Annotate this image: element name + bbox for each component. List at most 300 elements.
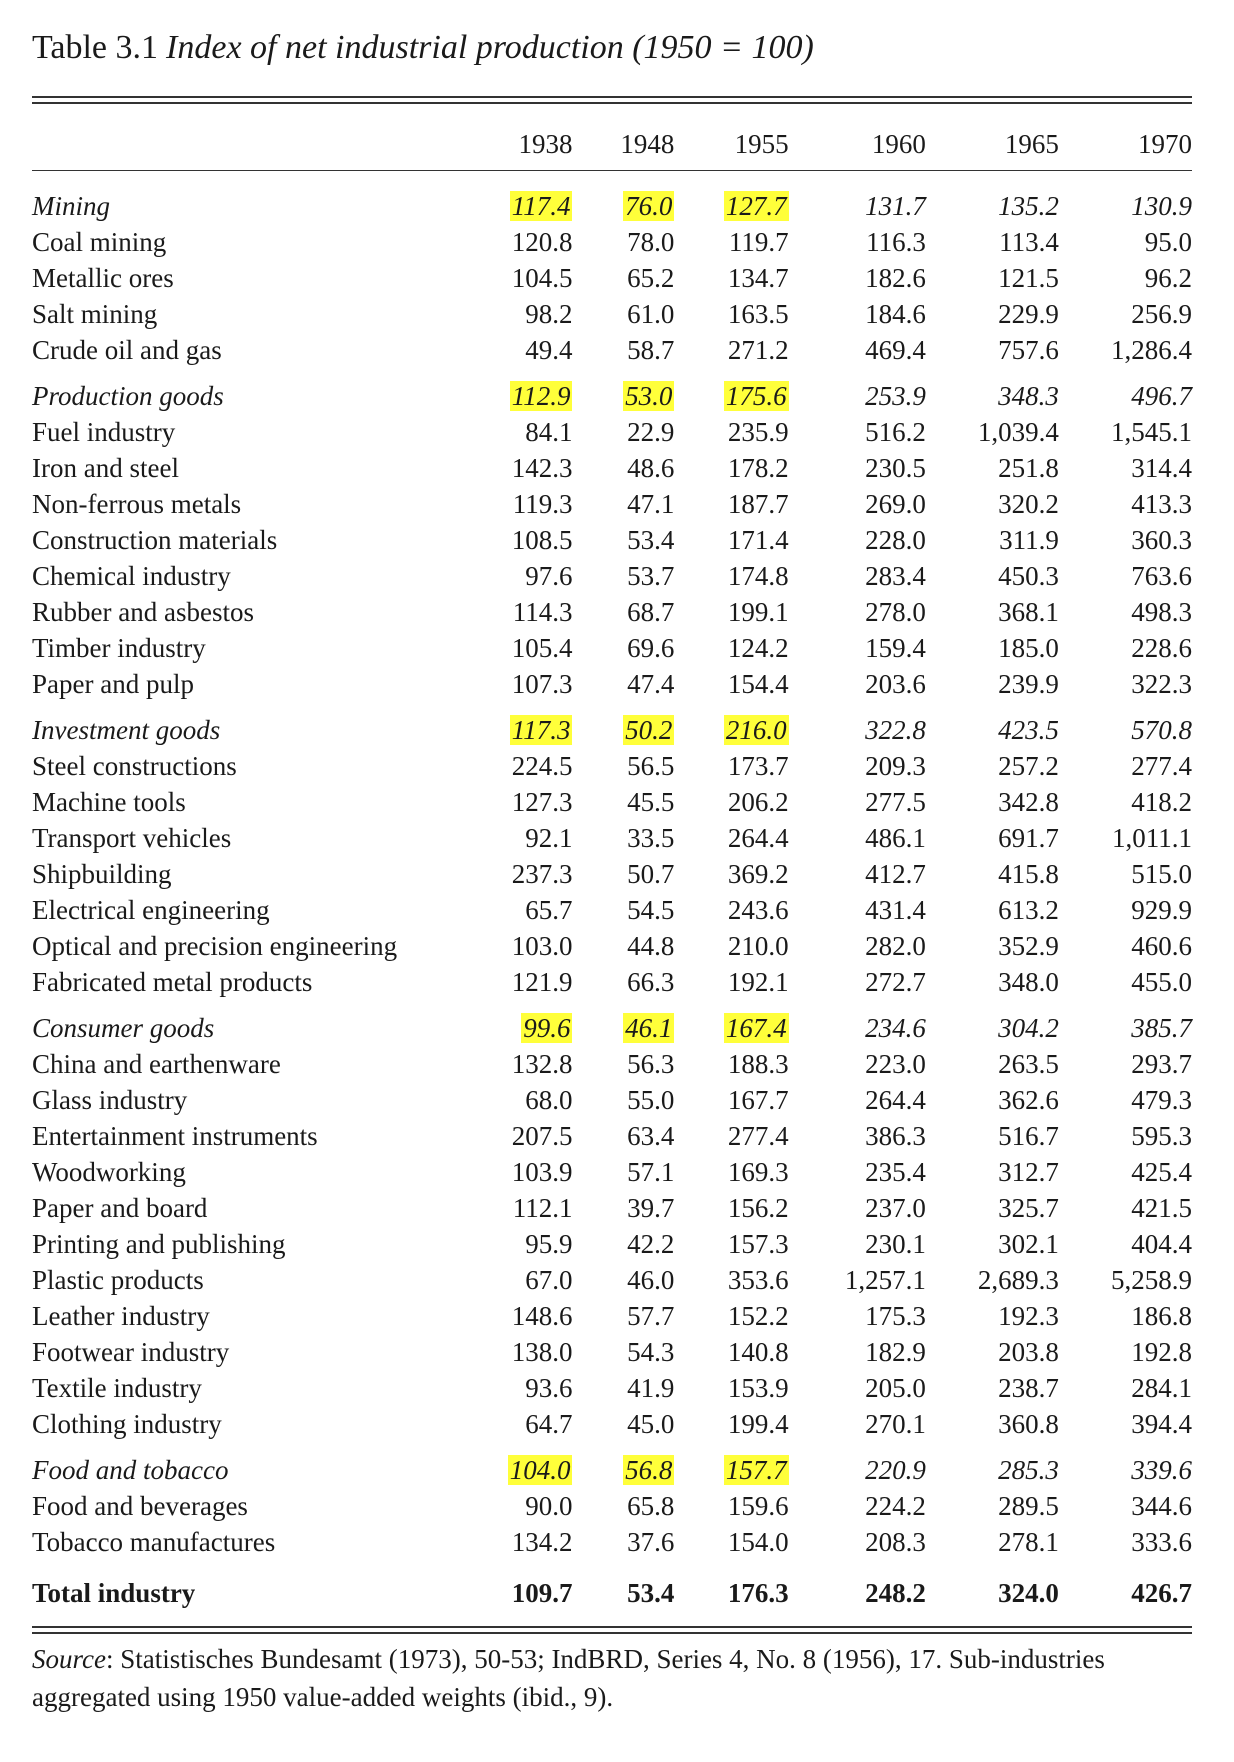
value-cell: 339.6 bbox=[1131, 1455, 1192, 1485]
value-cell: 253.9 bbox=[865, 381, 926, 411]
value-cell: 33.5 bbox=[627, 823, 675, 853]
value-cell: 285.3 bbox=[998, 1455, 1059, 1485]
row-label: Plastic products bbox=[32, 1265, 204, 1295]
value-cell: 182.9 bbox=[865, 1337, 926, 1367]
value-cell: 205.0 bbox=[865, 1373, 926, 1403]
value-cell: 415.8 bbox=[998, 859, 1059, 889]
value-cell: 763.6 bbox=[1131, 561, 1192, 591]
highlighted-value: 167.4 bbox=[725, 1013, 787, 1043]
value-cell: 1,257.1 bbox=[844, 1265, 926, 1295]
value-cell: 228.6 bbox=[1131, 633, 1192, 663]
value-cell: 235.4 bbox=[865, 1157, 926, 1187]
value-cell: 66.3 bbox=[627, 967, 675, 997]
value-cell: 239.9 bbox=[998, 669, 1059, 699]
value-cell: 57.1 bbox=[627, 1157, 675, 1187]
row-label: Leather industry bbox=[32, 1301, 210, 1331]
value-cell: 184.6 bbox=[865, 299, 926, 329]
table-row bbox=[32, 414, 1192, 450]
value-cell: 119.7 bbox=[728, 227, 789, 257]
row-label: Rubber and asbestos bbox=[32, 597, 254, 627]
value-cell: 394.4 bbox=[1131, 1409, 1192, 1439]
value-cell: 352.9 bbox=[998, 931, 1059, 961]
value-cell: 42.2 bbox=[627, 1229, 675, 1259]
value-cell: 229.9 bbox=[998, 299, 1059, 329]
spacer-cell bbox=[32, 170, 1192, 188]
value-cell: 595.3 bbox=[1131, 1121, 1192, 1151]
column-header: 1948 bbox=[620, 129, 675, 159]
value-cell: 109.7 bbox=[511, 1578, 573, 1608]
value-cell: 5,258.9 bbox=[1111, 1265, 1192, 1295]
value-cell: 121.5 bbox=[998, 263, 1059, 293]
value-cell bbox=[489, 1452, 572, 1488]
value-cell: 263.5 bbox=[998, 1049, 1059, 1079]
value-cell: 348.0 bbox=[998, 967, 1059, 997]
row-label: Woodworking bbox=[32, 1157, 186, 1187]
value-cell: 277.4 bbox=[727, 1121, 789, 1151]
value-cell: 47.1 bbox=[627, 489, 675, 519]
value-cell: 174.8 bbox=[727, 561, 789, 591]
table-row bbox=[32, 892, 1192, 928]
value-cell: 41.9 bbox=[627, 1373, 675, 1403]
value-cell: 277.4 bbox=[1131, 751, 1192, 781]
table-row bbox=[32, 296, 1192, 332]
highlighted-value: 99.6 bbox=[523, 1013, 571, 1043]
table-row bbox=[32, 1334, 1192, 1370]
value-cell: 237.0 bbox=[865, 1193, 926, 1223]
row-label: Construction materials bbox=[32, 525, 278, 555]
row-label: Fabricated metal products bbox=[32, 967, 313, 997]
group-row bbox=[32, 1010, 1192, 1046]
value-cell: 105.4 bbox=[511, 633, 573, 663]
value-cell: 223.0 bbox=[865, 1049, 926, 1079]
table-number: Table 3.1 bbox=[32, 29, 159, 66]
highlighted-value: 117.3 bbox=[511, 715, 571, 745]
value-cell bbox=[572, 712, 674, 748]
value-cell: 103.0 bbox=[511, 931, 573, 961]
value-cell bbox=[572, 1010, 674, 1046]
value-cell bbox=[572, 1452, 674, 1488]
value-cell: 277.5 bbox=[865, 787, 926, 817]
value-cell: 486.1 bbox=[865, 823, 926, 853]
value-cell: 238.7 bbox=[998, 1373, 1059, 1403]
value-cell: 157.3 bbox=[727, 1229, 789, 1259]
value-cell: 138.0 bbox=[511, 1337, 573, 1367]
row-label: Textile industry bbox=[32, 1373, 202, 1403]
value-cell: 176.3 bbox=[727, 1578, 789, 1608]
row-label: Iron and steel bbox=[32, 453, 179, 483]
value-cell: 114.3 bbox=[512, 597, 573, 627]
row-label: Salt mining bbox=[32, 299, 158, 329]
value-cell: 58.7 bbox=[627, 335, 675, 365]
value-cell: 455.0 bbox=[1131, 967, 1192, 997]
value-cell: 333.6 bbox=[1131, 1527, 1192, 1557]
table-row bbox=[32, 1154, 1192, 1190]
value-cell: 385.7 bbox=[1131, 1013, 1192, 1043]
value-cell: 270.1 bbox=[865, 1409, 926, 1439]
value-cell: 1,545.1 bbox=[1111, 417, 1192, 447]
highlighted-value: 76.0 bbox=[625, 191, 673, 221]
value-cell: 311.9 bbox=[999, 525, 1059, 555]
value-cell: 37.6 bbox=[627, 1527, 675, 1557]
value-cell: 173.7 bbox=[727, 751, 789, 781]
value-cell: 46.0 bbox=[627, 1265, 675, 1295]
value-cell: 156.2 bbox=[727, 1193, 789, 1223]
value-cell: 516.2 bbox=[865, 417, 926, 447]
value-cell: 53.7 bbox=[627, 561, 675, 591]
value-cell: 167.7 bbox=[727, 1085, 789, 1115]
value-cell: 132.8 bbox=[511, 1049, 573, 1079]
value-cell: 283.4 bbox=[865, 561, 926, 591]
group-spacer bbox=[32, 170, 1192, 188]
value-cell: 154.0 bbox=[727, 1527, 789, 1557]
value-cell: 163.5 bbox=[727, 299, 789, 329]
value-cell: 369.2 bbox=[727, 859, 789, 889]
row-label: Glass industry bbox=[32, 1085, 188, 1115]
table-row bbox=[32, 964, 1192, 1000]
table-caption: Index of net industrial production (1950 = 100) bbox=[166, 29, 814, 66]
value-cell: 431.4 bbox=[865, 895, 926, 925]
value-cell: 135.2 bbox=[998, 191, 1059, 221]
value-cell: 103.9 bbox=[511, 1157, 573, 1187]
value-cell: 237.3 bbox=[511, 859, 573, 889]
value-cell: 257.2 bbox=[998, 751, 1059, 781]
table-row bbox=[32, 856, 1192, 892]
row-label: Clothing industry bbox=[32, 1409, 222, 1439]
table-row bbox=[32, 784, 1192, 820]
value-cell: 199.4 bbox=[727, 1409, 789, 1439]
value-cell: 148.6 bbox=[511, 1301, 573, 1331]
value-cell bbox=[489, 1010, 572, 1046]
row-label: Transport vehicles bbox=[32, 823, 232, 853]
value-cell: 2,689.3 bbox=[977, 1265, 1059, 1295]
row-label: Timber industry bbox=[32, 633, 206, 663]
value-cell: 293.7 bbox=[1131, 1049, 1192, 1079]
value-cell: 65.7 bbox=[525, 895, 573, 925]
value-cell: 178.2 bbox=[727, 453, 789, 483]
row-label: Fuel industry bbox=[32, 417, 176, 447]
value-cell: 450.3 bbox=[998, 561, 1059, 591]
highlighted-value: 104.0 bbox=[509, 1455, 571, 1485]
value-cell: 203.6 bbox=[865, 669, 926, 699]
value-cell: 50.7 bbox=[627, 859, 675, 889]
value-cell: 188.3 bbox=[727, 1049, 789, 1079]
value-cell: 209.3 bbox=[865, 751, 926, 781]
value-cell: 248.2 bbox=[865, 1578, 926, 1608]
value-cell: 107.3 bbox=[511, 669, 573, 699]
value-cell: 108.5 bbox=[511, 525, 573, 555]
value-cell: 65.2 bbox=[627, 263, 675, 293]
value-cell: 68.7 bbox=[627, 597, 675, 627]
value-cell: 360.8 bbox=[998, 1409, 1059, 1439]
group-spacer bbox=[32, 1442, 1192, 1452]
value-cell: 421.5 bbox=[1131, 1193, 1192, 1223]
value-cell: 418.2 bbox=[1131, 787, 1192, 817]
group-row bbox=[32, 378, 1192, 414]
value-cell: 264.4 bbox=[727, 823, 789, 853]
table-row bbox=[32, 558, 1192, 594]
value-cell: 342.8 bbox=[998, 787, 1059, 817]
value-cell: 112.1 bbox=[512, 1193, 573, 1223]
value-cell: 63.4 bbox=[627, 1121, 675, 1151]
value-cell: 322.8 bbox=[865, 715, 926, 745]
source-lead: Source bbox=[32, 1644, 106, 1674]
value-cell: 206.2 bbox=[727, 787, 789, 817]
value-cell: 269.0 bbox=[865, 489, 926, 519]
table-row bbox=[32, 1298, 1192, 1334]
value-cell: 134.2 bbox=[511, 1527, 573, 1557]
table-row bbox=[32, 486, 1192, 522]
highlighted-value: 50.2 bbox=[625, 715, 673, 745]
value-cell: 65.8 bbox=[627, 1491, 675, 1521]
value-cell: 757.6 bbox=[998, 335, 1059, 365]
value-cell: 413.3 bbox=[1131, 489, 1192, 519]
value-cell: 498.3 bbox=[1131, 597, 1192, 627]
value-cell: 348.3 bbox=[998, 381, 1059, 411]
highlighted-value: 56.8 bbox=[625, 1455, 673, 1485]
table-row bbox=[32, 820, 1192, 856]
group-row bbox=[32, 712, 1192, 748]
value-cell bbox=[489, 188, 572, 224]
value-cell bbox=[674, 188, 788, 224]
value-cell bbox=[572, 188, 674, 224]
highlighted-value: 127.7 bbox=[725, 191, 787, 221]
row-label: Mining bbox=[32, 191, 110, 221]
value-cell: 324.0 bbox=[998, 1578, 1059, 1608]
value-cell: 159.6 bbox=[727, 1491, 789, 1521]
value-cell: 159.4 bbox=[865, 633, 926, 663]
value-cell: 479.3 bbox=[1131, 1085, 1192, 1115]
row-label: Total industry bbox=[32, 1578, 196, 1608]
value-cell: 282.0 bbox=[865, 931, 926, 961]
value-cell: 187.7 bbox=[727, 489, 789, 519]
value-cell: 312.7 bbox=[998, 1157, 1059, 1187]
value-cell: 56.3 bbox=[627, 1049, 675, 1079]
value-cell: 243.6 bbox=[727, 895, 789, 925]
header-row bbox=[32, 118, 1192, 170]
value-cell: 210.0 bbox=[727, 931, 789, 961]
value-cell: 54.5 bbox=[627, 895, 675, 925]
value-cell: 175.3 bbox=[865, 1301, 926, 1331]
total-row bbox=[32, 1570, 1192, 1616]
row-label: Paper and board bbox=[32, 1193, 208, 1223]
value-cell: 192.3 bbox=[998, 1301, 1059, 1331]
value-cell: 344.6 bbox=[1131, 1491, 1192, 1521]
row-label: Optical and precision engineering bbox=[32, 931, 398, 961]
value-cell: 496.7 bbox=[1131, 381, 1192, 411]
value-cell bbox=[674, 378, 788, 414]
table-row bbox=[32, 1524, 1192, 1560]
value-cell: 272.7 bbox=[865, 967, 926, 997]
value-cell: 289.5 bbox=[998, 1491, 1059, 1521]
row-label: Food and beverages bbox=[32, 1491, 248, 1521]
bottom-double-rule bbox=[32, 1626, 1192, 1634]
value-cell: 613.2 bbox=[998, 895, 1059, 925]
value-cell: 256.9 bbox=[1131, 299, 1192, 329]
value-cell: 152.2 bbox=[727, 1301, 789, 1331]
value-cell: 53.4 bbox=[627, 1578, 675, 1608]
spacer-cell bbox=[32, 1560, 1192, 1570]
value-cell: 207.5 bbox=[511, 1121, 573, 1151]
value-cell: 39.7 bbox=[627, 1193, 675, 1223]
table-row bbox=[32, 260, 1192, 296]
value-cell: 45.5 bbox=[627, 787, 675, 817]
table-body bbox=[32, 170, 1192, 1616]
value-cell: 171.4 bbox=[727, 525, 789, 555]
value-cell: 68.0 bbox=[525, 1085, 573, 1115]
group-spacer bbox=[32, 702, 1192, 712]
value-cell: 56.5 bbox=[627, 751, 675, 781]
table-row bbox=[32, 450, 1192, 486]
group-spacer bbox=[32, 1000, 1192, 1010]
value-cell: 119.3 bbox=[512, 489, 573, 519]
value-cell: 516.7 bbox=[998, 1121, 1059, 1151]
value-cell: 929.9 bbox=[1131, 895, 1192, 925]
value-cell: 304.2 bbox=[998, 1013, 1059, 1043]
value-cell: 271.2 bbox=[727, 335, 789, 365]
value-cell: 322.3 bbox=[1131, 669, 1192, 699]
value-cell: 278.1 bbox=[998, 1527, 1059, 1557]
row-label: Production goods bbox=[32, 381, 224, 411]
value-cell: 203.8 bbox=[998, 1337, 1059, 1367]
spacer-cell bbox=[32, 1000, 1192, 1010]
value-cell: 84.1 bbox=[525, 417, 573, 447]
value-cell: 78.0 bbox=[627, 227, 675, 257]
value-cell: 142.3 bbox=[511, 453, 573, 483]
value-cell: 208.3 bbox=[865, 1527, 926, 1557]
row-label: Consumer goods bbox=[32, 1013, 215, 1043]
value-cell: 90.0 bbox=[525, 1491, 573, 1521]
highlighted-value: 53.0 bbox=[625, 381, 673, 411]
value-cell: 425.4 bbox=[1131, 1157, 1192, 1187]
value-cell: 49.4 bbox=[525, 335, 573, 365]
spacer-cell bbox=[32, 1442, 1192, 1452]
value-cell: 153.9 bbox=[727, 1373, 789, 1403]
value-cell: 228.0 bbox=[865, 525, 926, 555]
value-cell bbox=[572, 378, 674, 414]
value-cell: 230.5 bbox=[865, 453, 926, 483]
group-spacer bbox=[32, 368, 1192, 378]
table-row bbox=[32, 1262, 1192, 1298]
value-cell: 278.0 bbox=[865, 597, 926, 627]
value-cell: 44.8 bbox=[627, 931, 675, 961]
row-label: Printing and publishing bbox=[32, 1229, 286, 1259]
value-cell: 264.4 bbox=[865, 1085, 926, 1115]
table-row bbox=[32, 666, 1192, 702]
highlighted-value: 157.7 bbox=[725, 1455, 787, 1485]
column-header: 1938 bbox=[518, 129, 573, 159]
highlighted-value: 216.0 bbox=[725, 715, 787, 745]
row-label: Chemical industry bbox=[32, 561, 231, 591]
value-cell bbox=[674, 1010, 788, 1046]
row-label: Food and tobacco bbox=[32, 1455, 229, 1485]
production-index-table bbox=[32, 118, 1192, 1616]
row-label: Footwear industry bbox=[32, 1337, 230, 1367]
value-cell: 192.1 bbox=[727, 967, 789, 997]
value-cell: 1,039.4 bbox=[977, 417, 1059, 447]
document bbox=[32, 28, 1192, 1712]
value-cell: 251.8 bbox=[998, 453, 1059, 483]
value-cell: 53.4 bbox=[627, 525, 675, 555]
value-cell: 325.7 bbox=[998, 1193, 1059, 1223]
spacer-cell bbox=[32, 702, 1192, 712]
header-blank bbox=[32, 118, 489, 170]
value-cell: 1,286.4 bbox=[1111, 335, 1192, 365]
table-row bbox=[32, 1226, 1192, 1262]
value-cell: 116.3 bbox=[866, 227, 926, 257]
row-label: China and earthenware bbox=[32, 1049, 281, 1079]
value-cell: 124.2 bbox=[727, 633, 789, 663]
row-label: Non-ferrous metals bbox=[32, 489, 242, 519]
row-label: Machine tools bbox=[32, 787, 186, 817]
value-cell: 314.4 bbox=[1131, 453, 1192, 483]
value-cell: 97.6 bbox=[525, 561, 573, 591]
value-cell: 154.4 bbox=[727, 669, 789, 699]
table-row bbox=[32, 928, 1192, 964]
value-cell: 92.1 bbox=[525, 823, 573, 853]
table-row bbox=[32, 630, 1192, 666]
table-row bbox=[32, 1406, 1192, 1442]
value-cell: 192.8 bbox=[1131, 1337, 1192, 1367]
value-cell: 284.1 bbox=[1131, 1373, 1192, 1403]
value-cell: 360.3 bbox=[1131, 525, 1192, 555]
value-cell: 48.6 bbox=[627, 453, 675, 483]
value-cell: 131.7 bbox=[865, 191, 926, 221]
column-header: 1970 bbox=[1138, 129, 1192, 159]
value-cell: 302.1 bbox=[998, 1229, 1059, 1259]
table-row bbox=[32, 522, 1192, 558]
highlighted-value: 112.9 bbox=[511, 381, 571, 411]
value-cell: 140.8 bbox=[727, 1337, 789, 1367]
value-cell bbox=[489, 712, 572, 748]
value-cell: 45.0 bbox=[627, 1409, 675, 1439]
row-label: Tobacco manufactures bbox=[32, 1527, 276, 1557]
column-header: 1960 bbox=[871, 129, 926, 159]
value-cell: 67.0 bbox=[525, 1265, 573, 1295]
value-cell: 130.9 bbox=[1131, 191, 1192, 221]
value-cell: 515.0 bbox=[1131, 859, 1192, 889]
value-cell: 423.5 bbox=[998, 715, 1059, 745]
value-cell: 362.6 bbox=[998, 1085, 1059, 1115]
value-cell: 22.9 bbox=[627, 417, 675, 447]
row-label: Shipbuilding bbox=[32, 859, 172, 889]
row-label: Coal mining bbox=[32, 227, 167, 257]
value-cell bbox=[674, 1452, 788, 1488]
spacer-cell bbox=[32, 368, 1192, 378]
value-cell: 98.2 bbox=[525, 299, 573, 329]
value-cell: 426.7 bbox=[1131, 1578, 1192, 1608]
value-cell: 121.9 bbox=[511, 967, 573, 997]
row-label: Paper and pulp bbox=[32, 669, 194, 699]
value-cell bbox=[489, 378, 572, 414]
value-cell: 185.0 bbox=[998, 633, 1059, 663]
table-row bbox=[32, 1082, 1192, 1118]
value-cell: 234.6 bbox=[865, 1013, 926, 1043]
table-title bbox=[32, 28, 1192, 68]
value-cell: 224.5 bbox=[511, 751, 573, 781]
group-row bbox=[32, 188, 1192, 224]
group-row bbox=[32, 1452, 1192, 1488]
highlighted-value: 175.6 bbox=[725, 381, 787, 411]
row-label: Entertainment instruments bbox=[32, 1121, 318, 1151]
value-cell: 353.6 bbox=[727, 1265, 789, 1295]
value-cell: 199.1 bbox=[727, 597, 789, 627]
value-cell: 320.2 bbox=[998, 489, 1059, 519]
row-label: Investment goods bbox=[32, 715, 221, 745]
source-text: : Statistisches Bundesamt (1973), 50-53; IndBRD, Series 4, No. 8 (1956), 17. Sub-industries aggregated using 1950 value-added weights (ibid., 9). bbox=[32, 1644, 1105, 1712]
value-cell: 120.8 bbox=[511, 227, 573, 257]
highlighted-value: 46.1 bbox=[625, 1013, 673, 1043]
value-cell: 169.3 bbox=[727, 1157, 789, 1187]
